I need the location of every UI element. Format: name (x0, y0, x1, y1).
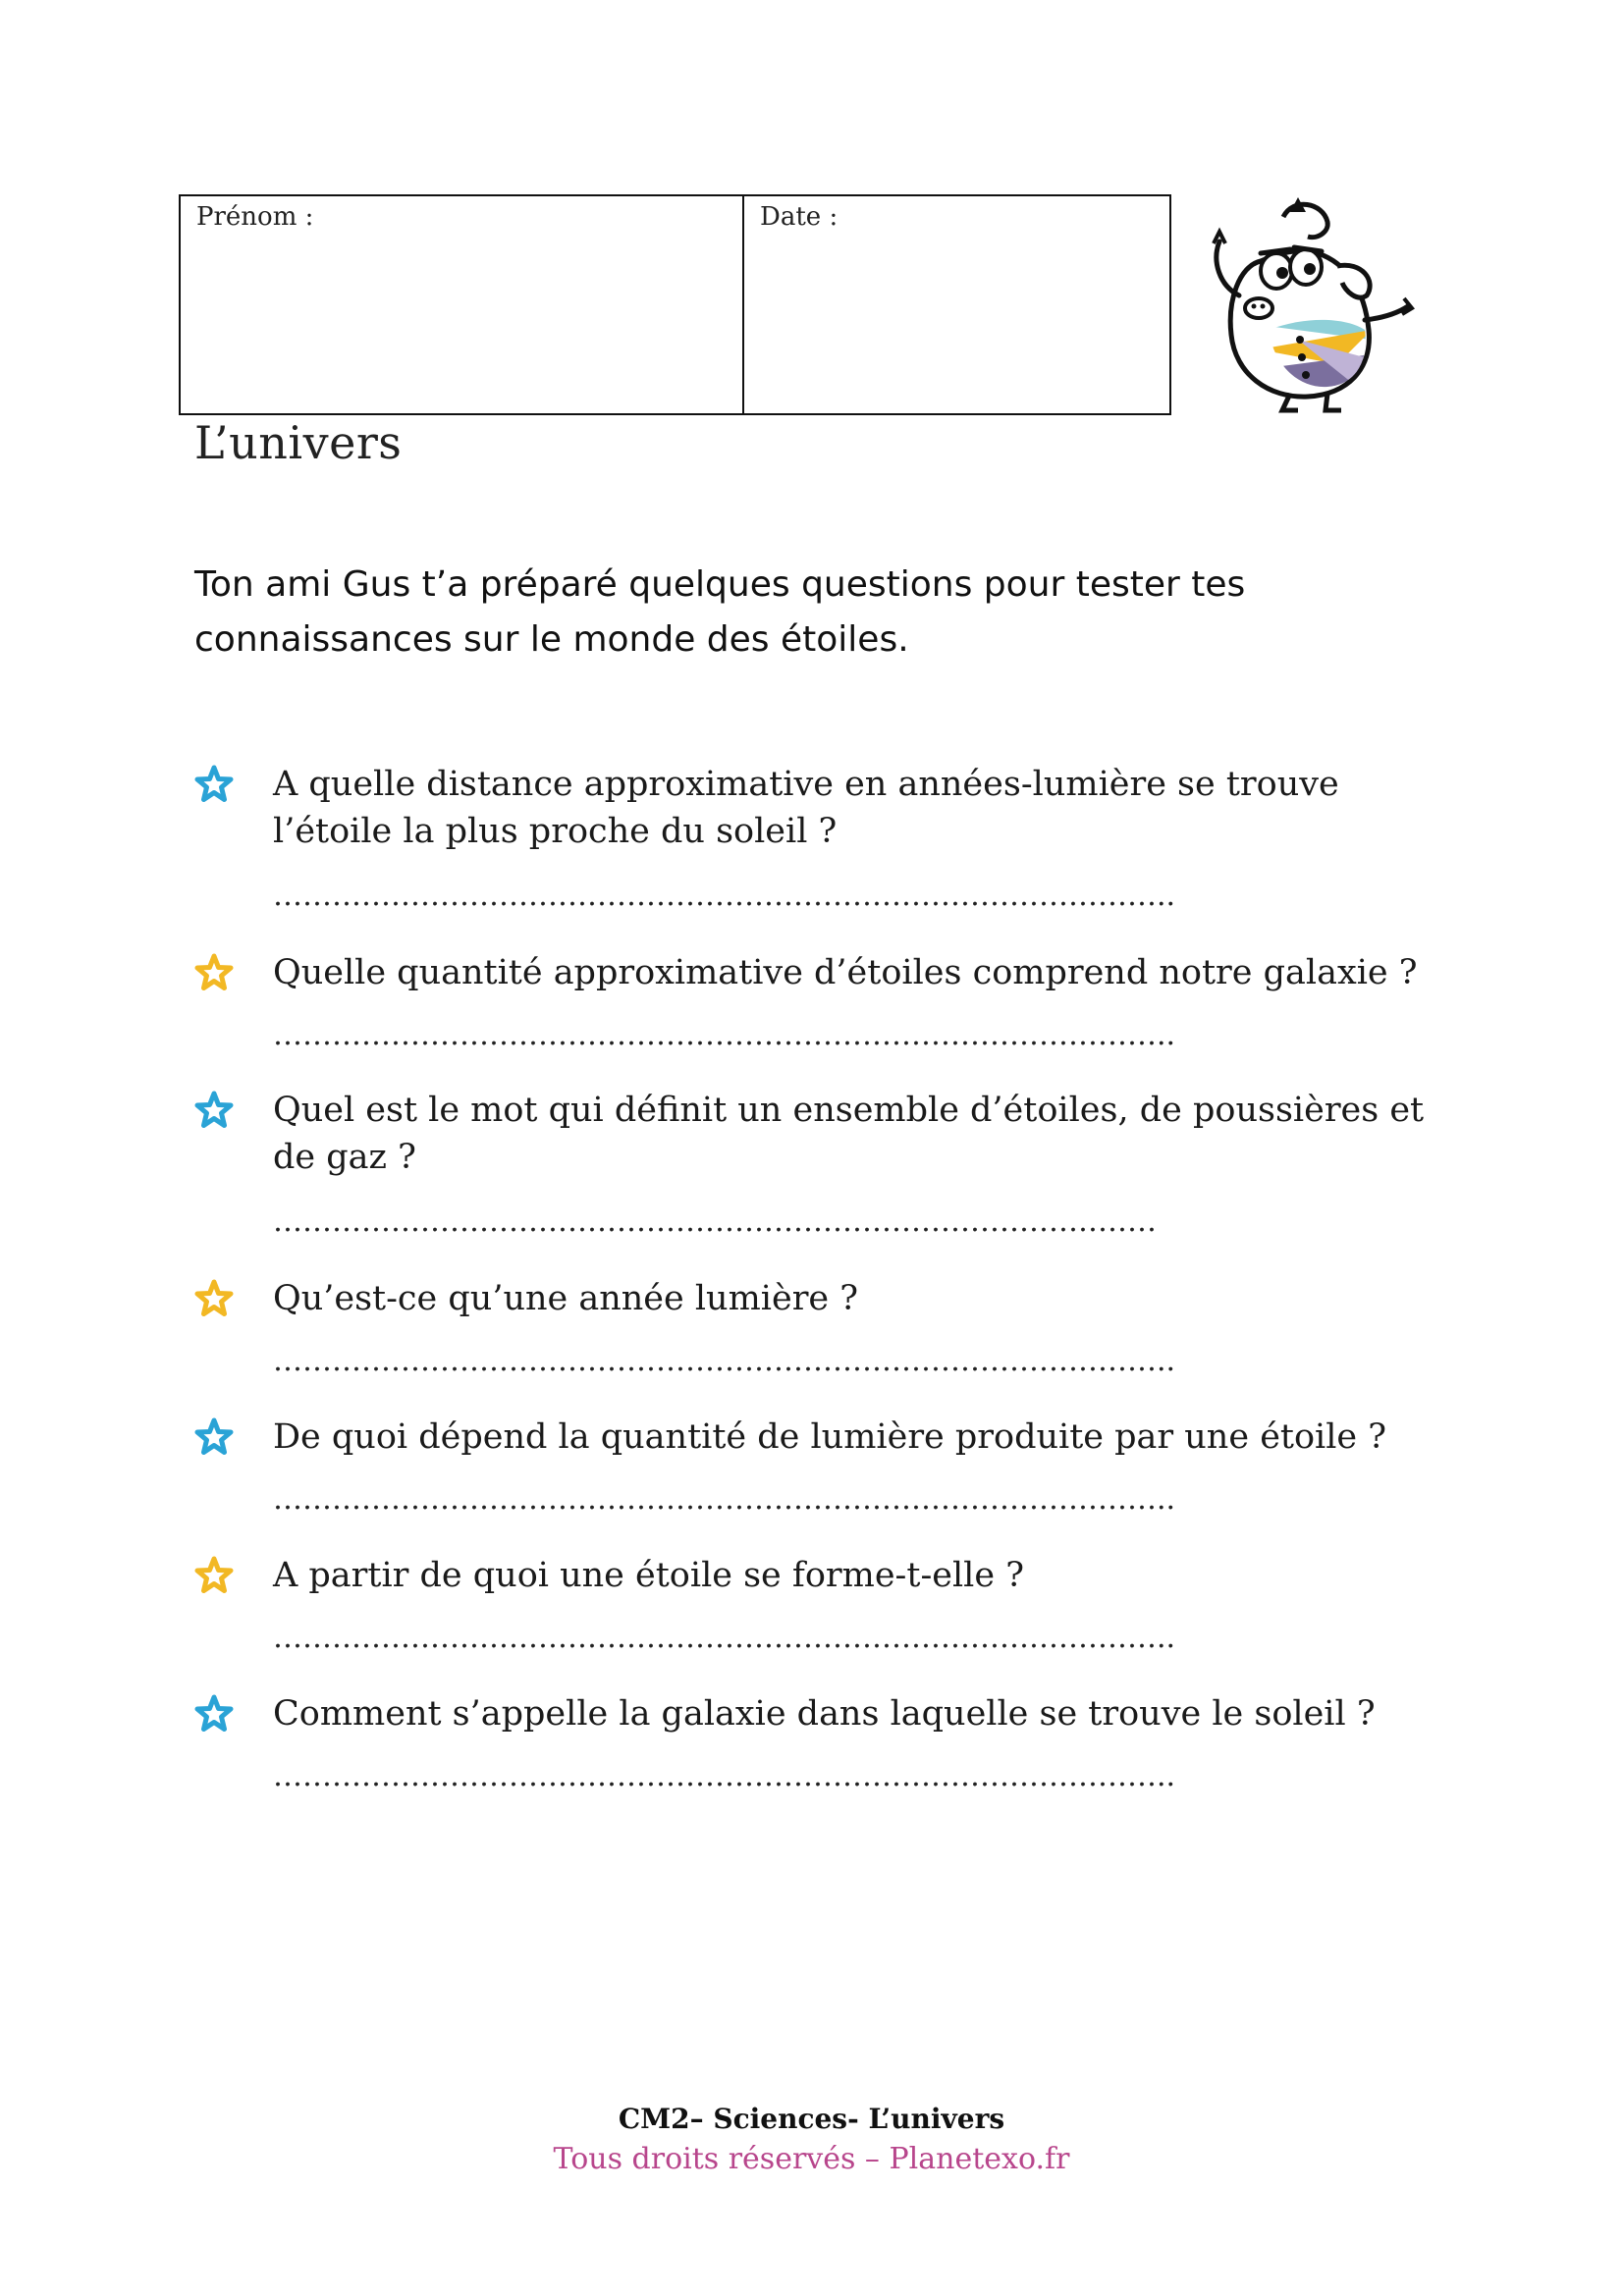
page-title: L’univers (194, 416, 403, 469)
answer-line[interactable]: ……………………………………………………………………………… (273, 1204, 1157, 1239)
star-yellow-icon (194, 1556, 234, 1595)
name-label: Prénom : (196, 202, 314, 232)
question-text: Quelle quantité approximative d’étoiles comprend notre galaxie ? (273, 953, 1418, 992)
question-text: A quelle distance approximative en années-lumière se trouve l’étoile la plus proche du soleil ? (273, 765, 1339, 851)
star-yellow-icon (194, 1279, 234, 1318)
question-text: A partir de quoi une étoile se forme-t-elle ? (273, 1556, 1024, 1595)
date-label: Date : (760, 202, 839, 232)
star-blue-icon (194, 1091, 234, 1130)
answer-line[interactable]: ……………………………………………………………………………….. (273, 1759, 1176, 1793)
answer-line[interactable]: ……………………………………………………………………………….. (273, 879, 1176, 913)
star-blue-icon (194, 765, 234, 804)
question-text: De quoi dépend la quantité de lumière produite par une étoile ? (273, 1417, 1387, 1457)
student-info-box (179, 194, 1171, 415)
intro-text: Ton ami Gus t’a préparé quelques questions pour tester tes connaissances sur le monde des étoiles. (194, 564, 1246, 660)
answer-line[interactable]: ……………………………………………………………………………….. (273, 1482, 1176, 1517)
answer-line[interactable]: ……………………………………………………………………………….. (273, 1621, 1176, 1655)
footer-copyright: Tous droits réservés – Planetexo.fr (553, 2142, 1070, 2176)
question-text: Qu’est-ce qu’une année lumière ? (273, 1279, 859, 1318)
answer-line[interactable]: ……………………………………………………………………………….. (273, 1344, 1176, 1378)
question-text: Comment s’appelle la galaxie dans laquelle se trouve le soleil ? (273, 1694, 1376, 1734)
answer-line[interactable]: ……………………………………………………………………………….. (273, 1018, 1176, 1052)
footer-title: CM2– Sciences- L’univers (618, 2103, 1005, 2135)
star-blue-icon (194, 1417, 234, 1457)
gus-mascot-icon (1200, 192, 1416, 416)
name-field[interactable] (181, 196, 744, 413)
question-text: Quel est le mot qui définit un ensemble d’étoiles, de poussières et de gaz ? (273, 1091, 1425, 1177)
date-field[interactable] (744, 196, 1169, 413)
star-yellow-icon (194, 953, 234, 992)
star-blue-icon (194, 1694, 234, 1734)
